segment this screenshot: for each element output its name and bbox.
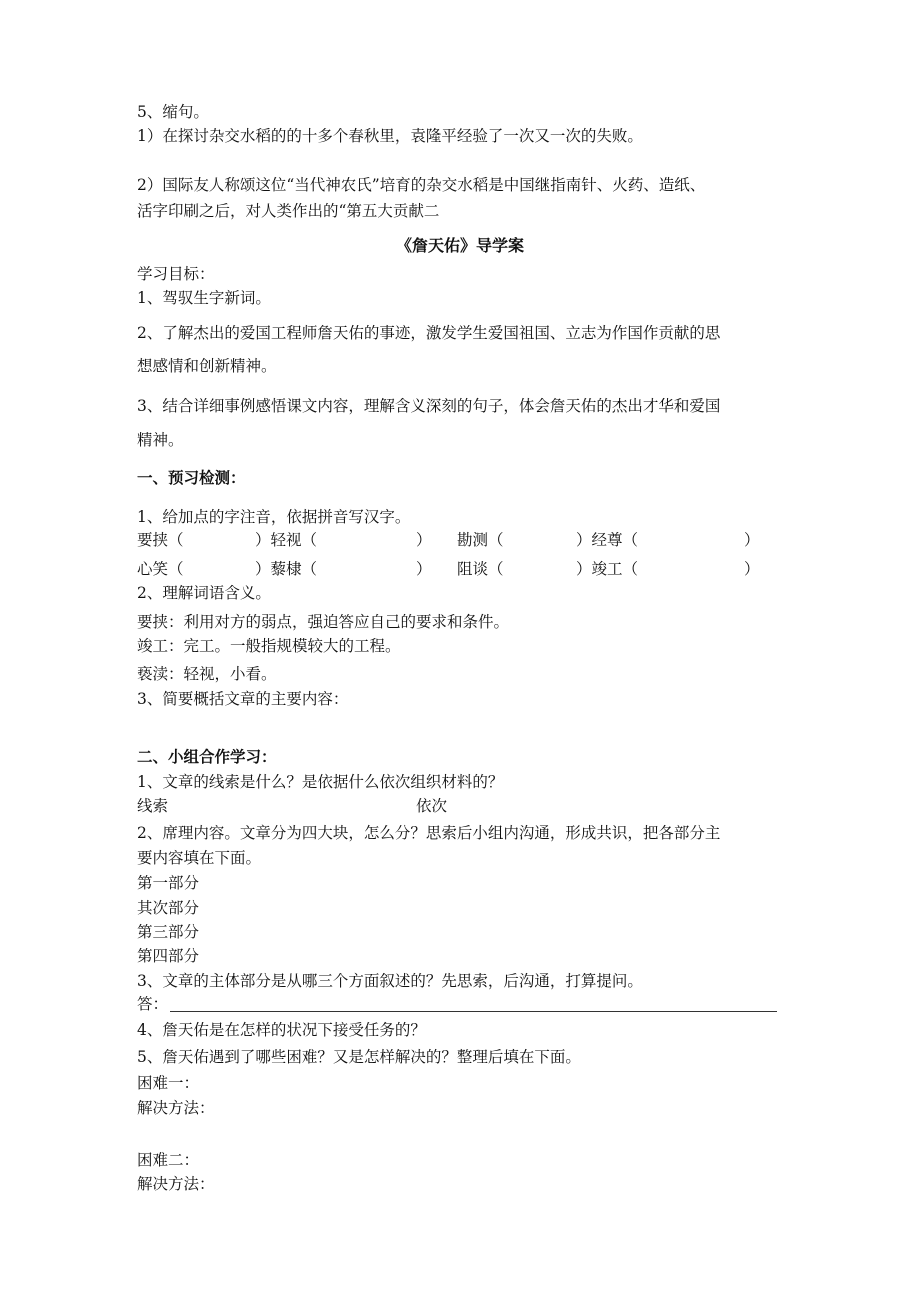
part-2: 其次部分 — [137, 899, 200, 917]
pinyin-cell: 勘测（ — [457, 531, 504, 549]
preview-q3: 3、简要概括文章的主要内容： — [137, 690, 349, 708]
pinyin-row-1 — [0, 530, 920, 550]
answer-label: 答： — [137, 995, 169, 1013]
goals-heading: 学习目标： — [137, 265, 215, 283]
pinyin-row-2 — [0, 559, 920, 579]
clue-order-row — [0, 796, 920, 816]
pinyin-cell: ）竣工（ — [576, 560, 639, 578]
section5-item2-line1: 2）国际友人称颂这位“当代神农氏”培育的杂交水稻是中国继指南针、火药、造纸、 — [137, 176, 706, 194]
group-q1: 1、文章的线索是什么？是依据什么依次组织材料的？ — [137, 773, 504, 791]
section5-item2-line2: 活字印刷之后，对人类作出的“第五大贡献二 — [137, 202, 440, 220]
section5-item1: 1）在探讨杂交水稻的的十多个春秋里，袁隆平经验了一次又一次的失败。 — [137, 127, 643, 145]
goal-2-line1: 2、了解杰出的爱国工程师詹天佑的事迹，激发学生爱国祖国、立志为作国作贡献的思 — [137, 324, 721, 342]
group-q5: 5、詹天佑遇到了哪些困难？又是怎样解决的？整理后填在下面。 — [137, 1048, 581, 1066]
pinyin-cell: 要挟（ — [137, 531, 184, 549]
solution-1: 解决方法： — [137, 1099, 215, 1117]
clue-label: 线索 — [137, 797, 169, 815]
group-q2-line1: 2、席理内容。文章分为四大块，怎么分？思索后小组内沟通，形成共识，把各部分主 — [137, 824, 721, 842]
preview-heading: 一、预习检测： — [137, 468, 246, 487]
goal-3-line1: 3、结合详细事例感悟课文内容，理解含义深刻的句子，体会詹天佑的杰出才华和爱国 — [137, 397, 721, 415]
goal-3-line2: 精神。 — [137, 431, 184, 449]
section5-heading: 5、缩句。 — [137, 103, 209, 121]
definition-1: 要挟：利用对方的弱点，强迫答应自己的要求和条件。 — [137, 613, 510, 631]
definition-3: 亵渎：轻视，小看。 — [137, 665, 277, 683]
document-title: 《詹天佑》导学案 — [395, 236, 524, 255]
pinyin-cell: ） — [416, 531, 432, 549]
group-q4: 4、詹天佑是在怎样的状况下接受任务的？ — [137, 1021, 426, 1039]
group-q2-line2: 要内容填在下面。 — [137, 849, 262, 867]
pinyin-cell: ） — [416, 560, 432, 578]
difficulty-1: 困难一： — [137, 1074, 200, 1092]
part-1: 第一部分 — [137, 874, 200, 892]
order-label: 依次 — [416, 797, 448, 815]
group-q3: 3、文章的主体部分是从哪三个方面叙述的？先思索，后沟通，打算提问。 — [137, 972, 643, 990]
pinyin-cell: 阻谈（ — [457, 560, 504, 578]
group-heading: 二、小组合作学习： — [137, 747, 277, 766]
difficulty-2: 困难二： — [137, 1151, 200, 1169]
goal-2-line2: 想感情和创新精神。 — [137, 357, 277, 375]
solution-2: 解决方法： — [137, 1175, 215, 1193]
pinyin-cell: ） — [744, 560, 760, 578]
part-3: 第三部分 — [137, 923, 200, 941]
pinyin-cell: 心笑（ — [137, 560, 184, 578]
pinyin-cell: ）轻视（ — [255, 531, 318, 549]
part-4: 第四部分 — [137, 947, 200, 965]
preview-q1: 1、给加点的字注音，依据拼音写汉字。 — [137, 508, 411, 526]
pinyin-cell: ）经尊（ — [576, 531, 639, 549]
definition-2: 竣工：完工。一般指规模较大的工程。 — [137, 637, 401, 655]
goal-1: 1、驾驭生字新词。 — [137, 289, 271, 307]
pinyin-cell: ） — [744, 531, 760, 549]
preview-q2: 2、理解词语含义。 — [137, 584, 271, 602]
pinyin-cell: ）藜棣（ — [255, 560, 318, 578]
answer-line — [170, 1011, 777, 1012]
